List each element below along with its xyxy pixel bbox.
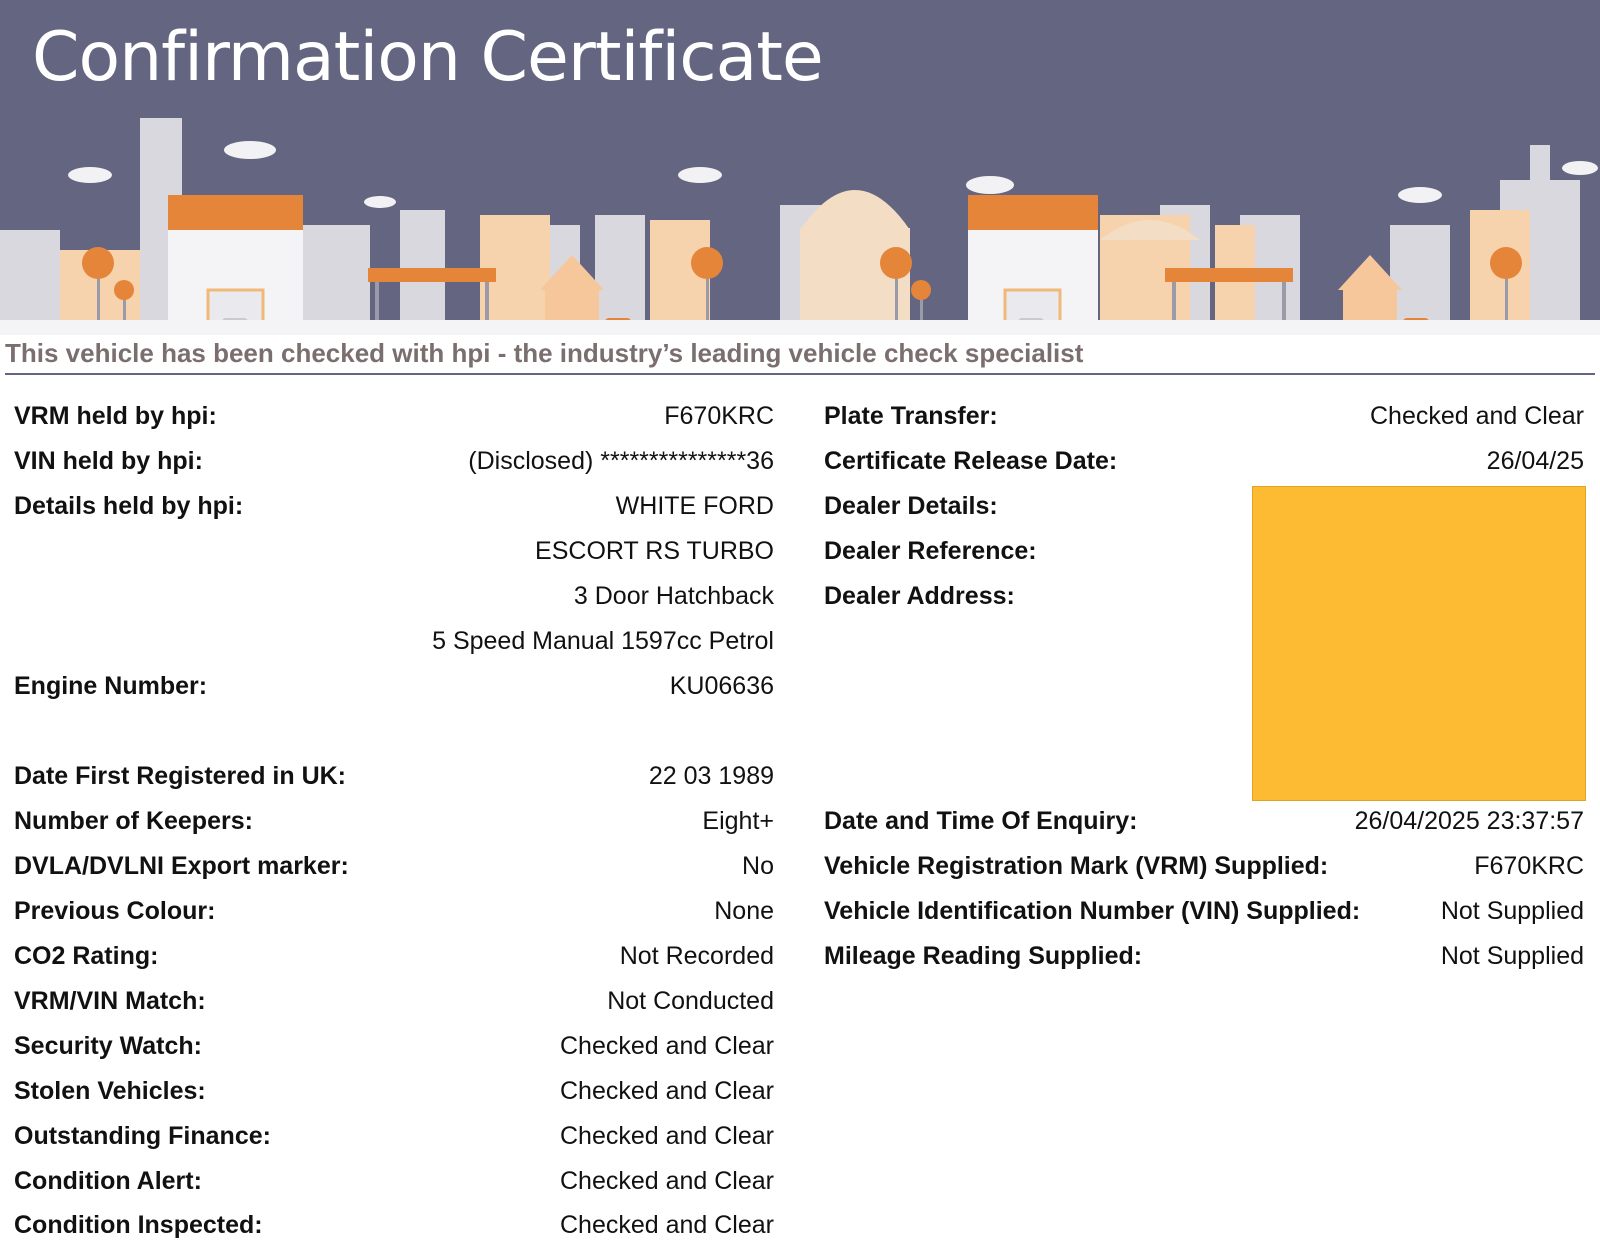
enquiry-time-value: 26/04/2025 23:37:57	[1354, 806, 1584, 835]
vrm-vin-match-label: VRM/VIN Match:	[14, 986, 206, 1015]
first-registered-row	[14, 756, 774, 796]
dealer-reference-label: Dealer Reference:	[824, 536, 1037, 565]
vin-supplied-row	[824, 891, 1584, 931]
redacted-dealer-info	[1252, 486, 1586, 801]
mileage-supplied-label: Mileage Reading Supplied:	[824, 941, 1143, 970]
plate-transfer-label: Plate Transfer:	[824, 401, 998, 430]
details-line: 3 Door Hatchback	[573, 581, 774, 610]
previous-colour-row	[14, 891, 774, 931]
dealer-details-label: Dealer Details:	[824, 491, 998, 520]
co2-value: Not Recorded	[619, 941, 774, 970]
condition-alert-label: Condition Alert:	[14, 1166, 202, 1195]
vrm-supplied-row	[824, 846, 1584, 886]
first-registered-label: Date First Registered in UK:	[14, 761, 347, 790]
condition-inspected-label: Condition Inspected:	[14, 1210, 263, 1239]
details-line: ESCORT RS TURBO	[535, 536, 774, 565]
keepers-label: Number of Keepers:	[14, 806, 253, 835]
details-line: WHITE FORD	[615, 491, 774, 520]
engine-row	[14, 666, 774, 706]
vrm-vin-match-value: Not Conducted	[607, 986, 774, 1015]
vrm-supplied-value: F670KRC	[1474, 851, 1584, 880]
release-date-label: Certificate Release Date:	[824, 446, 1118, 475]
vrm-vin-match-row	[14, 981, 774, 1021]
release-date-value: 26/04/25	[1486, 446, 1584, 475]
header-banner	[0, 0, 1600, 335]
enquiry-time-row	[824, 801, 1584, 841]
keepers-row	[14, 801, 774, 841]
stolen-value: Checked and Clear	[559, 1076, 774, 1105]
vrm-supplied-label: Vehicle Registration Mark (VRM) Supplied:	[824, 851, 1329, 880]
co2-row	[14, 936, 774, 976]
plate-transfer-value: Checked and Clear	[1369, 401, 1584, 430]
export-marker-label: DVLA/DVLNI Export marker:	[14, 851, 349, 880]
co2-label: CO2 Rating:	[14, 941, 159, 970]
previous-colour-label: Previous Colour:	[14, 896, 216, 925]
condition-alert-value: Checked and Clear	[559, 1166, 774, 1195]
dealer-address-label: Dealer Address:	[824, 581, 1015, 610]
details-line: 5 Speed Manual 1597cc Petrol	[432, 626, 774, 655]
release-date-row	[824, 441, 1584, 481]
finance-value: Checked and Clear	[559, 1121, 774, 1150]
previous-colour-value: None	[714, 896, 774, 925]
stolen-row	[14, 1071, 774, 1111]
export-marker-row	[14, 846, 774, 886]
enquiry-time-label: Date and Time Of Enquiry:	[824, 806, 1138, 835]
plate-transfer-row	[824, 396, 1584, 436]
export-marker-value: No	[742, 851, 774, 880]
page-title: Confirmation Certificate	[32, 18, 823, 97]
vin-supplied-label: Vehicle Identification Number (VIN) Supplied:	[824, 896, 1361, 925]
stolen-label: Stolen Vehicles:	[14, 1076, 206, 1105]
security-watch-row	[14, 1026, 774, 1066]
mileage-supplied-row	[824, 936, 1584, 976]
vin-row	[14, 441, 774, 481]
divider	[5, 373, 1595, 375]
finance-row	[14, 1116, 774, 1156]
condition-inspected-row	[14, 1205, 774, 1245]
vin-value: (Disclosed) ***************36	[468, 446, 774, 475]
security-watch-label: Security Watch:	[14, 1031, 203, 1060]
vin-supplied-value: Not Supplied	[1440, 896, 1584, 925]
tagline: This vehicle has been checked with hpi - the industry’s leading vehicle check specialist	[5, 338, 1084, 368]
vin-label: VIN held by hpi:	[14, 446, 203, 475]
details-row	[14, 486, 774, 526]
vrm-row	[14, 396, 774, 436]
details-label: Details held by hpi:	[14, 491, 244, 520]
engine-label: Engine Number:	[14, 671, 208, 700]
finance-label: Outstanding Finance:	[14, 1121, 271, 1150]
mileage-supplied-value: Not Supplied	[1440, 941, 1584, 970]
vrm-value: F670KRC	[664, 401, 774, 430]
condition-alert-row	[14, 1161, 774, 1201]
keepers-value: Eight+	[702, 806, 774, 835]
engine-value: KU06636	[669, 671, 774, 700]
condition-inspected-value: Checked and Clear	[559, 1210, 774, 1239]
vrm-label: VRM held by hpi:	[14, 401, 217, 430]
first-registered-value: 22 03 1989	[648, 761, 774, 790]
security-watch-value: Checked and Clear	[559, 1031, 774, 1060]
